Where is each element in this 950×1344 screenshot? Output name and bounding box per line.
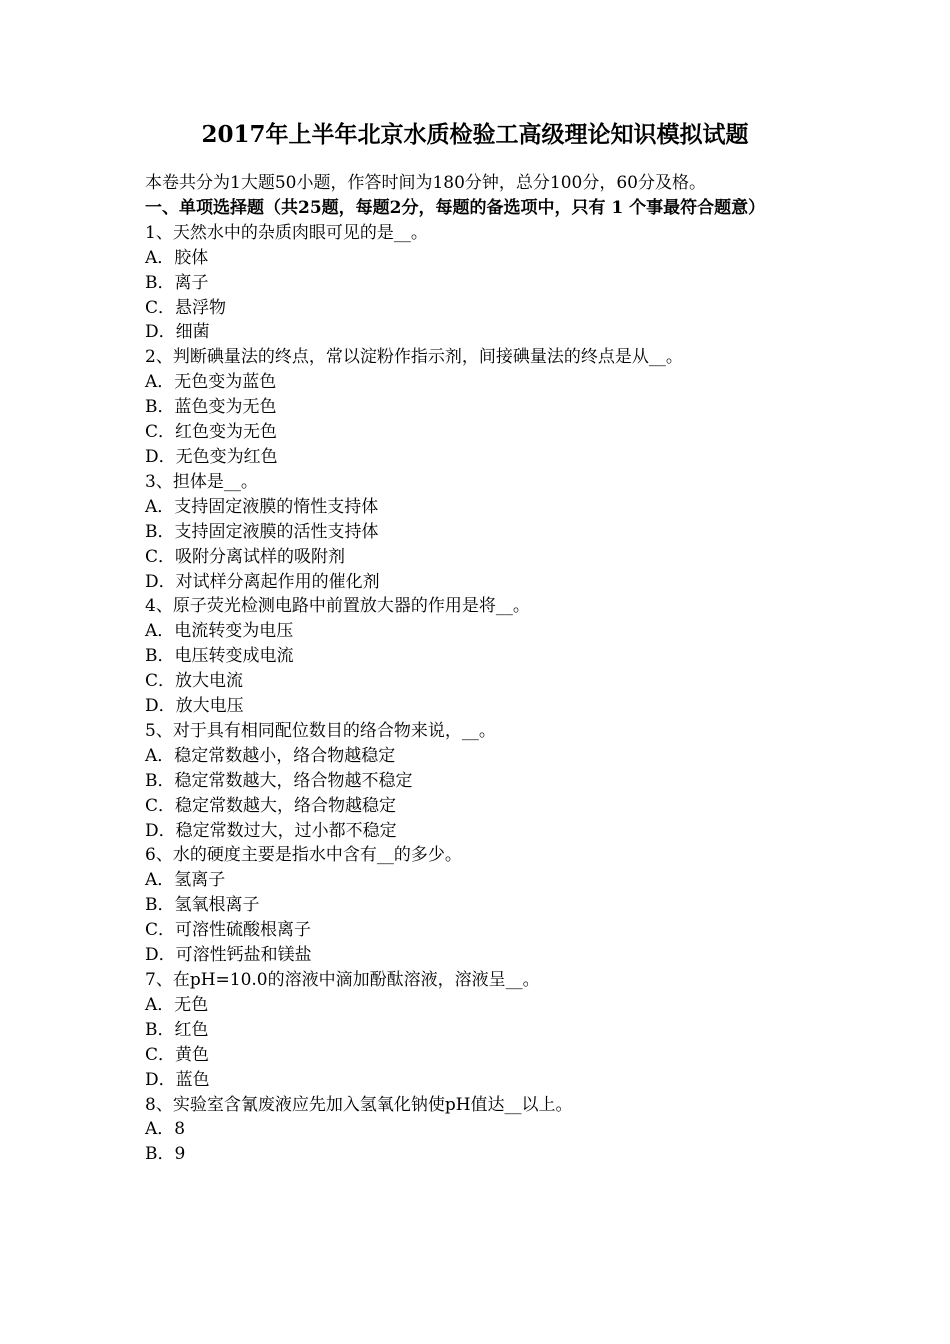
option-b: B．蓝色变为无色: [145, 397, 277, 418]
option-c: C．黄色: [145, 1044, 210, 1065]
question-stem: 1、天然水中的杂质肉眼可见的是__。: [145, 222, 428, 243]
option-d: D．稳定常数过大，过小都不稳定: [145, 820, 397, 841]
question-stem: 4、原子荧光检测电路中前置放大器的作用是将__。: [145, 596, 530, 617]
option-b: B．电压转变成电流: [145, 646, 294, 667]
option-a: A．支持固定液膜的惰性支持体: [145, 496, 379, 517]
option-b: B．红色: [145, 1019, 209, 1040]
option-list: [145, 1117, 815, 1167]
option-a: A．无色变为蓝色: [145, 372, 277, 393]
option-a: A．无色: [145, 994, 209, 1015]
option-a: A．胶体: [145, 247, 209, 268]
option-c: C．悬浮物: [145, 297, 227, 318]
option-d: D．对试样分离起作用的催化剂: [145, 571, 380, 592]
question-6: [145, 843, 815, 968]
question-7: [145, 968, 815, 1093]
option-c: C．可溶性硫酸根离子: [145, 920, 312, 941]
option-d: D．无色变为红色: [145, 446, 278, 467]
question-5: [145, 719, 815, 844]
option-list: [145, 993, 815, 1093]
option-b: B．稳定常数越大，络合物越不稳定: [145, 770, 413, 791]
option-d: D．可溶性钙盐和镁盐: [145, 945, 312, 966]
option-list: [145, 868, 815, 968]
question-3: [145, 470, 815, 595]
option-c: C．吸附分离试样的吸附剂: [145, 546, 346, 567]
option-a: A．电流转变为电压: [145, 621, 294, 642]
option-b: B．离子: [145, 272, 209, 293]
question-stem: 8、实验室含氰废液应先加入氢氧化钠使pH值达__以上。: [145, 1094, 573, 1115]
option-list: [145, 619, 815, 719]
option-list: [145, 246, 815, 346]
option-a: A．稳定常数越小，络合物越稳定: [145, 745, 396, 766]
section-heading: 一、单项选择题（共25题，每题2分，每题的备选项中，只有 1 个事最符合题意）: [145, 197, 766, 218]
question-stem: 2、判断碘量法的终点，常以淀粉作指示剂，间接碘量法的终点是从__。: [145, 347, 683, 368]
document-body: [145, 171, 815, 1167]
question-1: [145, 221, 815, 346]
question-stem: 5、对于具有相同配位数目的络合物来说，__。: [145, 720, 496, 741]
option-b: B．9: [145, 1144, 186, 1165]
option-a: A．氢离子: [145, 870, 226, 891]
option-c: C．红色变为无色: [145, 422, 278, 443]
question-8: [145, 1093, 815, 1168]
option-d: D．细菌: [145, 322, 210, 343]
option-d: D．放大电压: [145, 696, 244, 717]
option-d: D．蓝色: [145, 1069, 210, 1090]
document-title: 2017年上半年北京水质检验工高级理论知识模拟试题: [201, 121, 749, 148]
question-stem: 6、水的硬度主要是指水中含有__的多少。: [145, 845, 462, 866]
exam-intro: 本卷共分为1大题50小题，作答时间为180分钟，总分100分，60分及格。: [145, 173, 706, 193]
option-a: A．8: [145, 1119, 186, 1140]
question-2: [145, 345, 815, 470]
question-stem: 7、在pH=10.0的溶液中滴加酚酞溶液，溶液呈__。: [145, 970, 540, 990]
option-list: [145, 370, 815, 470]
option-b: B．支持固定液膜的活性支持体: [145, 521, 379, 542]
option-b: B．氢氧根离子: [145, 895, 260, 916]
question-list: [145, 221, 815, 1167]
option-c: C．放大电流: [145, 671, 244, 692]
option-c: C．稳定常数越大，络合物越稳定: [145, 795, 397, 816]
question-4: [145, 594, 815, 719]
option-list: [145, 744, 815, 844]
option-list: [145, 495, 815, 595]
question-stem: 3、担体是__。: [145, 471, 258, 492]
